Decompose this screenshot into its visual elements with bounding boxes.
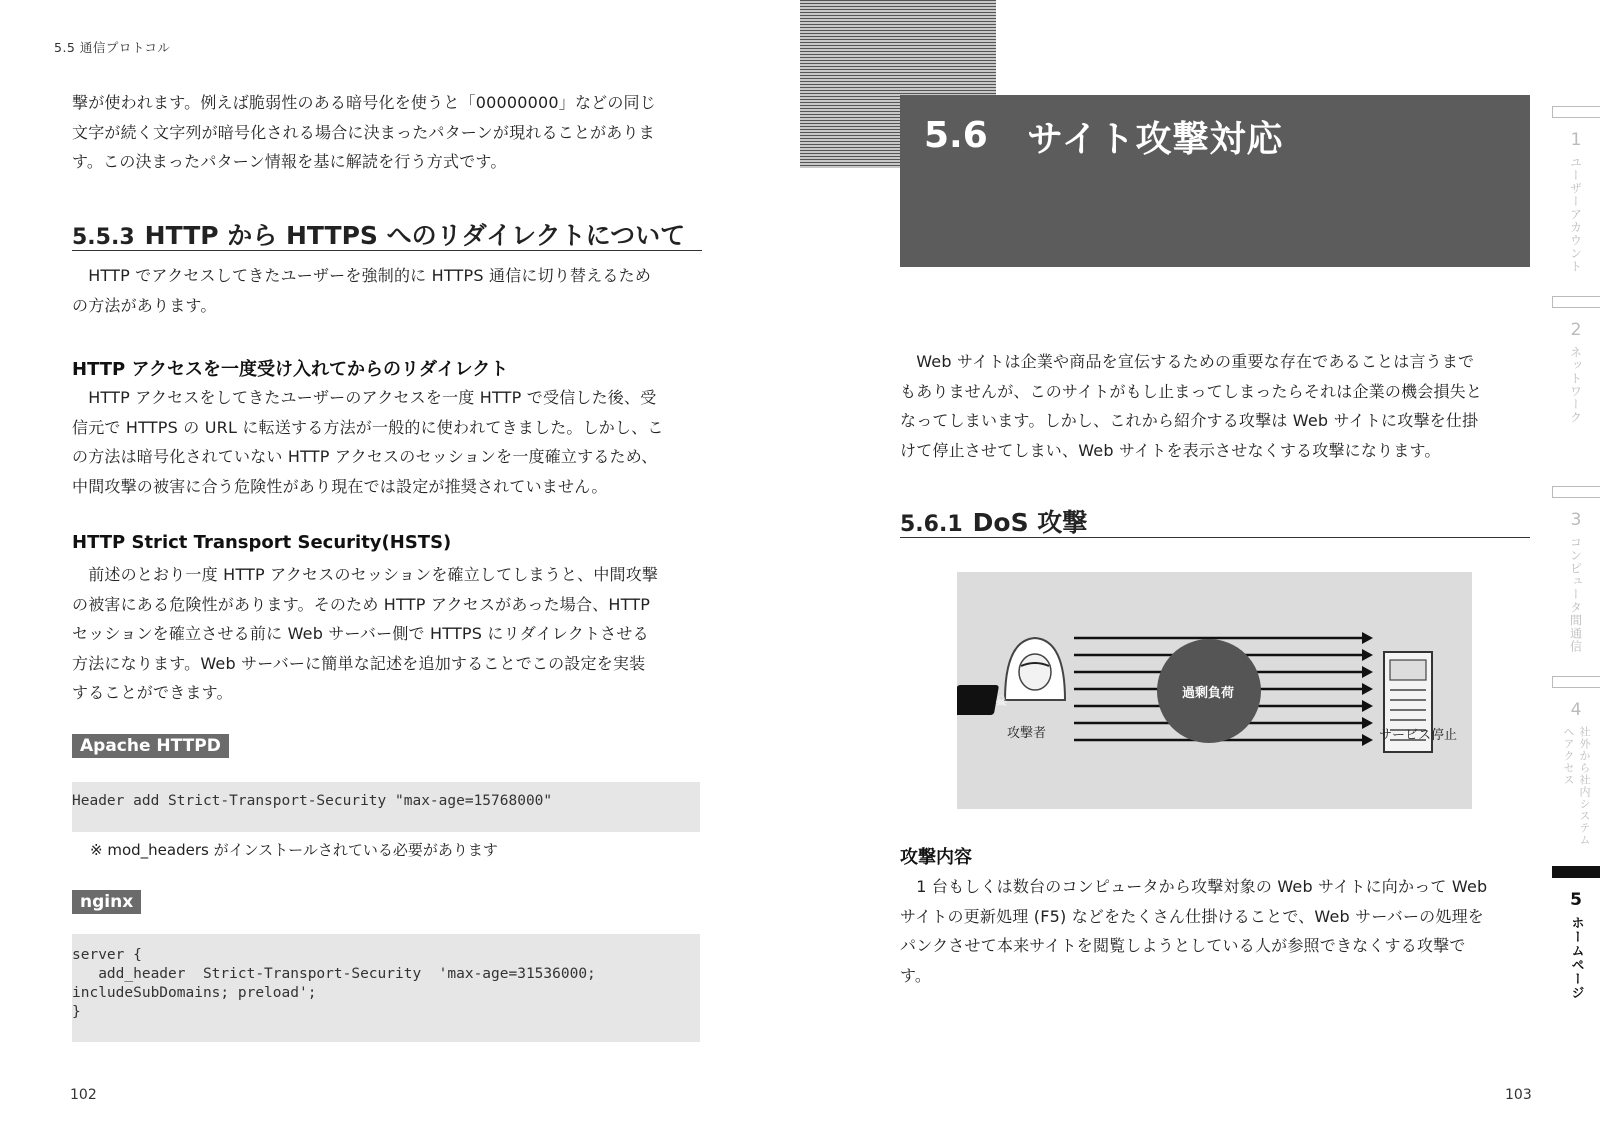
text-line: 1 台もしくは数台のコンピュータから攻撃対象の Web サイトに向かって Web (900, 877, 1488, 896)
subheading-attack: 攻撃内容 (900, 847, 972, 868)
side-tab-4[interactable] (1552, 676, 1600, 856)
code-line: } (72, 1004, 81, 1020)
tab-label: コンピュータ間通信 (1568, 536, 1583, 653)
section-number: 5.5.3 (72, 225, 135, 250)
code-line: Header add Strict-Transport-Security "max-age=15768000" (72, 793, 553, 809)
code-line: includeSubDomains; preload'; (72, 985, 317, 1001)
svg-text:☠: ☠ (995, 694, 1008, 710)
section-number: 5.6.1 (900, 512, 963, 537)
code-line: server { (72, 947, 142, 963)
text-line: す。 (900, 965, 932, 985)
tab-number: 1 (1570, 130, 1582, 150)
text-line: の被害にある危険性があります。そのため HTTP アクセスがあった場合、HTTP (72, 594, 651, 614)
text-line: Web サイトは企業や商品を宣伝するための重要な存在であることは言うまで (900, 352, 1475, 371)
nginx-code-block (72, 934, 700, 1042)
subheading-hsts: HTTP Strict Transport Security(HSTS) (72, 532, 452, 553)
chapter-intro-paragraph (900, 347, 1530, 465)
text-line: す。この決まったパターン情報を基に解読を行う方式です。 (72, 152, 507, 171)
apache-label: Apache HTTPD (72, 734, 229, 758)
tab-label: 社外から社内システムへアクセス (1562, 726, 1591, 846)
text-line: 方法になります。Web サーバーに簡単な記述を追加することでこの設定を実装 (72, 653, 646, 673)
right-page (800, 0, 1600, 1135)
section-heading-5-5-3 (72, 216, 702, 251)
tab-label: ユーザーアカウント (1568, 156, 1583, 273)
text-line: の方法があります。 (72, 295, 217, 315)
section-heading-5-6-1 (900, 503, 1530, 538)
overload-label: 過剰負荷 (1182, 686, 1235, 701)
attack-paragraph (900, 872, 1530, 990)
text-line: サイトの更新処理 (F5) などをたくさん仕掛けることで、Web サーバーの処理を (900, 906, 1484, 926)
text-line: HTTP アクセスをしてきたユーザーのアクセスを一度 HTTP で受信した後、受 (72, 388, 657, 407)
page-number-left: 102 (70, 1087, 97, 1103)
section-paragraph (72, 261, 702, 320)
text-line: セッションを確立させる前に Web サーバー側で HTTPS にリダイレクトさせる (72, 624, 649, 643)
section-title: DoS 攻撃 (972, 508, 1088, 537)
text-line: もありませんが、このサイトがもし止まってしまったらそれは企業の機会損失と (900, 381, 1483, 401)
running-header: 5.5 通信プロトコル (54, 40, 171, 55)
text-line: なってしまいます。しかし、これから紹介する攻撃は Web サイトに攻撃を仕掛 (900, 411, 1479, 430)
chapter-number: 5.6 (924, 115, 988, 156)
text-line: けて停止させてしまい、Web サイトを表示させなくする攻撃になります。 (900, 440, 1441, 460)
tab-number: 4 (1570, 700, 1582, 720)
redirect-paragraph (72, 383, 702, 501)
page-number-right: 103 (1505, 1087, 1532, 1103)
code-line: add_header Strict-Transport-Security 'max-age=31536000; (72, 966, 596, 982)
text-line: 前述のとおり一度 HTTP アクセスのセッションを確立してしまうと、中間攻撃 (72, 565, 659, 584)
side-tab-2[interactable] (1552, 296, 1600, 424)
text-line: の方法は暗号化されていない HTTP アクセスのセッションを一度確立するため、 (72, 447, 658, 466)
nginx-label: nginx (72, 890, 141, 914)
tab-number: 3 (1570, 510, 1582, 530)
tab-marker-active (1552, 866, 1600, 878)
attacker-label: 攻撃者 (1007, 726, 1047, 741)
subheading-redirect: HTTP アクセスを一度受け入れてからのリダイレクト (72, 359, 509, 380)
tab-marker (1552, 486, 1600, 498)
chapter-header (900, 95, 1530, 267)
text-line: 信元で HTTPS の URL に転送する方法が一般的に使われてきました。しかし、こ (72, 417, 664, 437)
chapter-title: サイト攻撃対応 (1027, 119, 1284, 160)
side-tab-3[interactable] (1552, 486, 1600, 653)
side-tab-5[interactable] (1552, 866, 1600, 1000)
intro-paragraph (72, 88, 702, 177)
text-line: HTTP でアクセスしてきたユーザーを強制的に HTTPS 通信に切り替えるため (72, 266, 652, 285)
tab-marker (1552, 106, 1600, 118)
apache-code-block (72, 782, 700, 832)
tab-number: 2 (1570, 320, 1582, 340)
server-down-label: サービス停止 (1379, 728, 1458, 743)
tab-label: ホームページ (1568, 916, 1584, 1000)
tab-marker (1552, 296, 1600, 308)
section-title: HTTP から HTTPS へのリダイレクトについて (144, 221, 686, 250)
tab-label: ネットワーク (1568, 346, 1583, 424)
text-line: 撃が使われます。例えば脆弱性のある暗号化を使うと「00000000」などの同じ (72, 93, 656, 112)
dos-attack-figure (957, 572, 1472, 809)
text-line: することができます。 (72, 683, 233, 702)
side-tab-1[interactable] (1552, 106, 1600, 273)
tab-marker (1552, 676, 1600, 688)
text-line: 文字が続く文字列が暗号化される場合に決まったパターンが現れることがありま (72, 122, 655, 142)
hsts-paragraph (72, 560, 702, 708)
text-line: 中間攻撃の被害に合う危険性があり現在では設定が推奨されていません。 (72, 476, 608, 496)
attacker-icon (957, 638, 1065, 715)
apache-note: ※ mod_headers がインストールされている必要があります (90, 841, 498, 859)
tab-number: 5 (1570, 890, 1582, 910)
text-line: パンクさせて本来サイトを閲覧しようとしている人が参照できなくする攻撃で (900, 936, 1466, 955)
